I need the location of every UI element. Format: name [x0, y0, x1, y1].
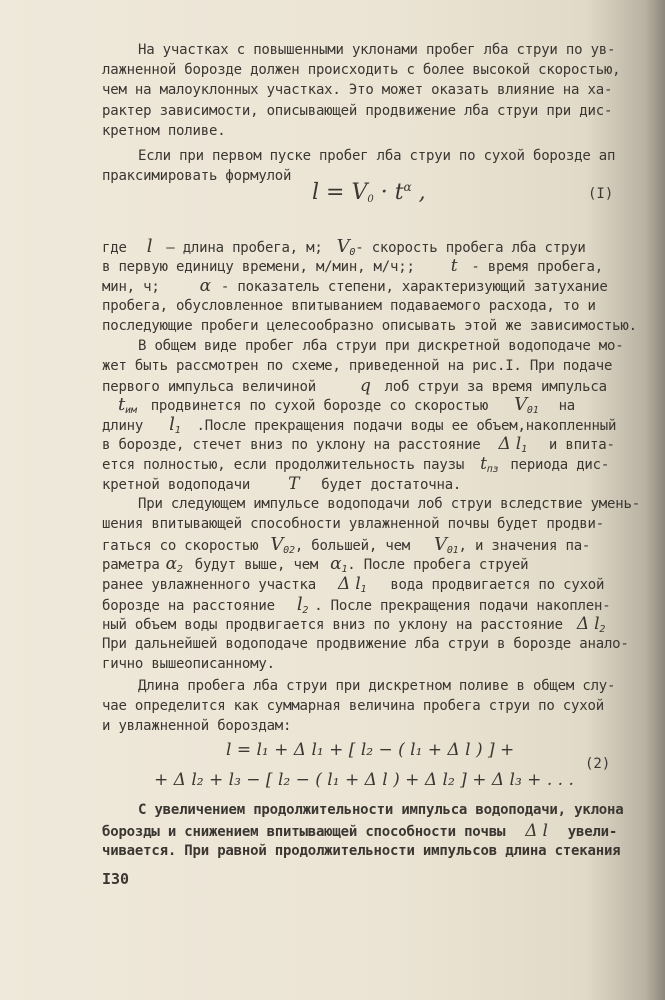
text-line: ется полностью, если продолжительность паузы $t_{пз}$ периода дис-: [102, 454, 610, 475]
text-line: праксимировать формулой: [102, 168, 292, 184]
text-line: На участках с повышенными уклонами пробег лба струи по ув-: [138, 42, 616, 58]
formula-2-line-1: l = l₁ + Δ l₁ + [ l₂ − ( l₁ + Δ l ) ] +: [226, 740, 515, 760]
text-line: рактер зависимости, описывающей продвижение лба струи при дис-: [102, 103, 613, 119]
text-line: чивается. При равной продолжительности импульсов длина стекания: [102, 843, 621, 859]
text-line: гаться со скоростью $V_{02}$, большей, чем $V_{01}$, и значения па-: [102, 534, 591, 556]
text-line: При дальнейшей водоподаче продвижение лба струи в борозде анало-: [102, 636, 629, 652]
text-line: лажненной борозде должен происходить с более высокой скоростью,: [102, 62, 621, 78]
text-line: Длина пробега лба струи при дискретном поливе в общем слу-: [138, 678, 616, 694]
text-line: последующие пробеги целесообразно описывать этой же зависимостью.: [102, 318, 637, 334]
text-line: шения впитывающей способности увлажненной почвы будет продви-: [102, 516, 604, 532]
formula-1: $l = V_0 \cdot t^\alpha$ ,: [312, 180, 426, 205]
equation-number-2: (2): [585, 756, 611, 772]
text-line: С увеличением продолжительности импульса водоподачи, уклона: [138, 802, 624, 818]
text-line: где l – длина пробега, м; $V_0-$ скорость пробега лба струи: [102, 236, 586, 258]
text-line: в первую единицу времени, м/мин, м/ч;; t - время пробега,: [102, 256, 604, 276]
text-line: чае определится как суммарная величина пробега струи по сухой: [102, 698, 604, 714]
text-line: кретном поливе.: [102, 123, 226, 139]
text-line: жет быть рассмотрен по схеме, приведенной на рис.I. При подаче: [102, 358, 613, 374]
text-line: и увлажненной бороздам:: [102, 718, 292, 734]
text-line: $t_{им}$ продвинется по сухой борозде со скоростью $V_{01}$ на: [118, 394, 576, 416]
text-line: пробега, обусловленное впитыванием подаваемого расхода, то и: [102, 298, 596, 314]
text-line: раметра $\alpha_2$ будут выше, чем $\alpha_1$. После пробега струей: [102, 554, 529, 575]
text-line: В общем виде пробег лба струи при дискретной водоподаче мо-: [138, 338, 624, 354]
text-line: ранее увлажненного участка Δ $l_1$ вода продвигается по сухой: [102, 574, 605, 595]
text-line: первого импульса величиной q лоб струи за время импульса: [102, 376, 607, 396]
text-line: При следующем импульсе водоподачи лоб струи вследствие умень-: [138, 496, 640, 512]
text-line: Если при первом пуске пробег лба струи по сухой борозде ап: [138, 148, 616, 164]
text-line: борозде на расстояние $l_2$ . После прекращения подачи накоплен-: [102, 594, 611, 616]
text-line: длину $l_1$ .После прекращения подачи воды ее объем,накопленный: [102, 414, 617, 436]
formula-2-line-2: + Δ l₂ + l₃ − [ l₂ − ( l₁ + Δ l ) + Δ l₂ ] + Δ l₃ + . . .: [154, 770, 574, 790]
text-line: борозды и снижением впитывающей способности почвы Δ l увели-: [102, 821, 618, 841]
text-line: ный объем воды продвигается вниз по уклону на расстояние Δ $l_2$: [102, 614, 606, 635]
text-line: чем на малоуклонных участках. Это может оказать влияние на ха-: [102, 82, 613, 98]
text-line: мин, ч; α - показатель степени, характеризующий затухание: [102, 276, 608, 296]
text-line: в борозде, стечет вниз по уклону на расстояние Δ $l_1$ и впита-: [102, 434, 615, 455]
text-line: кретной водоподачи T будет достаточна.: [102, 474, 462, 494]
page-number: I30: [102, 870, 130, 888]
equation-number-1: (I): [588, 186, 614, 202]
text-line: гично вышеописанному.: [102, 656, 275, 672]
